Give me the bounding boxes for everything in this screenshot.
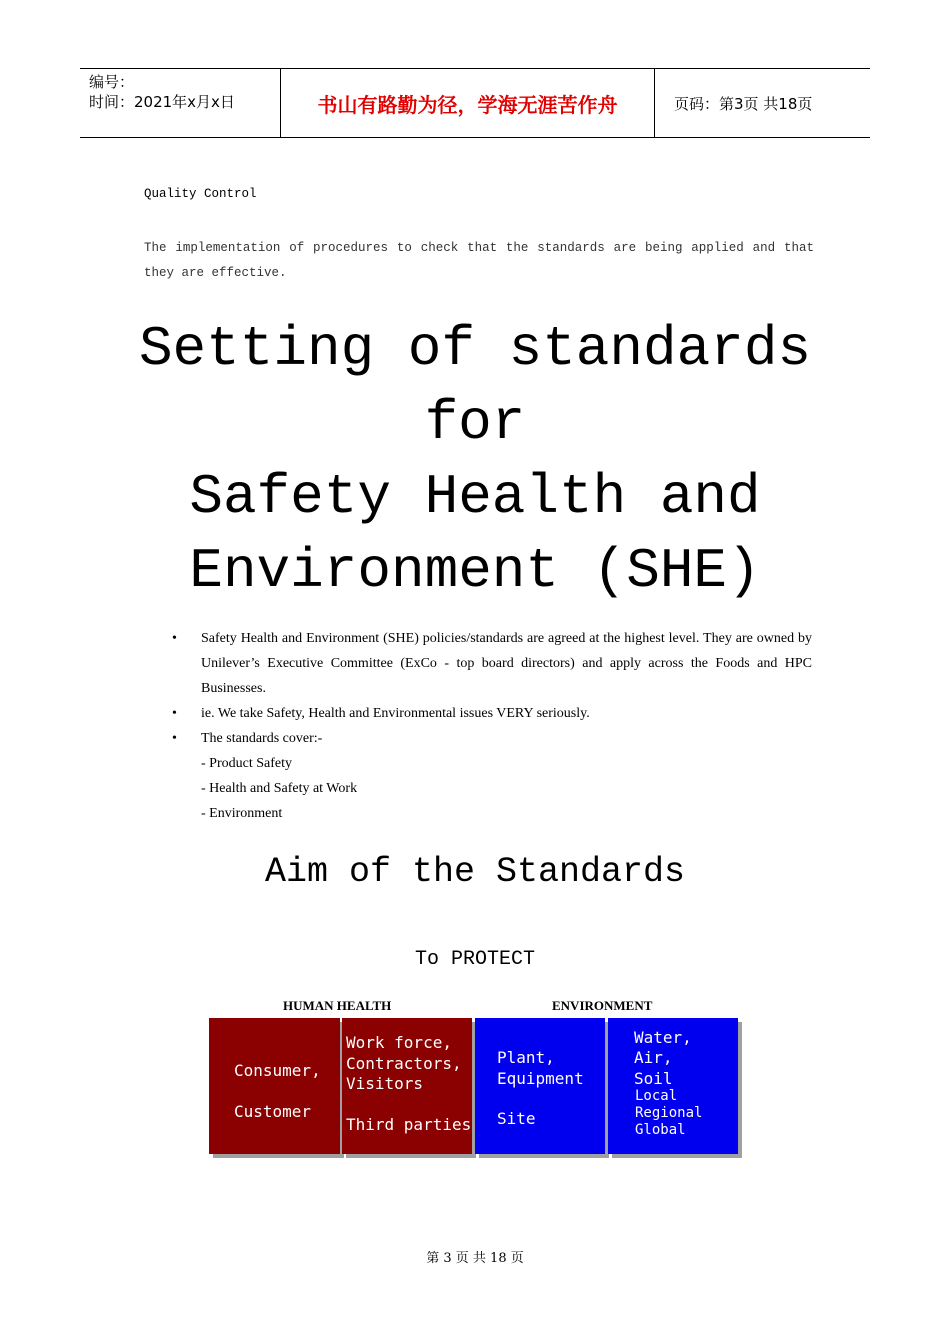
workforce-text: Work force, [346, 1033, 452, 1052]
bullet-item [172, 626, 812, 701]
site-text: Site [497, 1109, 536, 1128]
consumer-text: Consumer, [234, 1061, 321, 1080]
consumer-box [209, 1018, 340, 1154]
main-title-line1: Setting of standards [138, 317, 812, 381]
bullet-dot-icon: • [172, 631, 177, 646]
plant-box [475, 1018, 605, 1154]
workforce-box [342, 1018, 472, 1154]
page-label [664, 69, 870, 137]
contractors-text: Contractors, [346, 1054, 462, 1073]
global-text: Global [635, 1122, 686, 1138]
quality-control-title: Quality Control [144, 187, 257, 201]
quality-control-text: The implementation of procedures to check that the standards are being applied and that they are effective. [144, 241, 814, 280]
bullet-item [172, 726, 812, 751]
third-parties-text: Third parties [346, 1115, 472, 1134]
aim-title: Aim of the Standards [264, 852, 686, 892]
bullet-item [172, 701, 812, 726]
water-text: Water, [634, 1028, 692, 1047]
soil-text: Soil [634, 1069, 673, 1088]
main-title-line4: Environment (SHE) [189, 539, 761, 603]
main-title-line3: Safety Health and [189, 465, 761, 529]
main-title [0, 312, 950, 608]
environment-box [608, 1018, 738, 1154]
equipment-text: Equipment [497, 1069, 584, 1088]
bullet-dot-icon: • [172, 731, 177, 746]
page-footer: 第 3 页 共 18 页 [426, 1251, 524, 1266]
human-health-label: HUMAN HEALTH [283, 998, 392, 1013]
time-label: 时间：2021年x月x日 [89, 93, 235, 111]
bullet-text: The standards cover:- [201, 731, 323, 746]
standards-item: - Environment [201, 806, 283, 821]
bullet-text: Safety Health and Environment (SHE) policies/standards are agreed at the highest level. They are owned by Unilever’s Executive Committee (ExCo - top board directors) and apply across the Foods and HPC Businesses. [201, 631, 812, 696]
visitors-text: Visitors [346, 1074, 424, 1093]
local-text: Local [635, 1088, 678, 1104]
standards-item: - Health and Safety at Work [201, 781, 358, 796]
header-table [80, 68, 870, 138]
regional-text: Regional [635, 1105, 703, 1121]
number-label: 编号： [89, 73, 135, 91]
customer-text: Customer [234, 1102, 312, 1121]
air-text: Air, [634, 1048, 673, 1067]
standards-item: - Product Safety [201, 756, 292, 771]
bullet-list [172, 626, 812, 826]
page-label-text: 页码：第3页 共18页 [674, 94, 813, 113]
plant-text: Plant, [497, 1048, 555, 1067]
motto: 书山有路勤为径，学海无涯苦作舟 [281, 69, 655, 137]
protect-label: To PROTECT [414, 948, 536, 971]
header-info-cell [80, 69, 281, 137]
bullet-text: ie. We take Safety, Health and Environmental issues VERY seriously. [201, 706, 590, 721]
bullet-dot-icon: • [172, 706, 177, 721]
environment-label: ENVIRONMENT [552, 998, 653, 1013]
main-title-line2: for [424, 391, 526, 455]
